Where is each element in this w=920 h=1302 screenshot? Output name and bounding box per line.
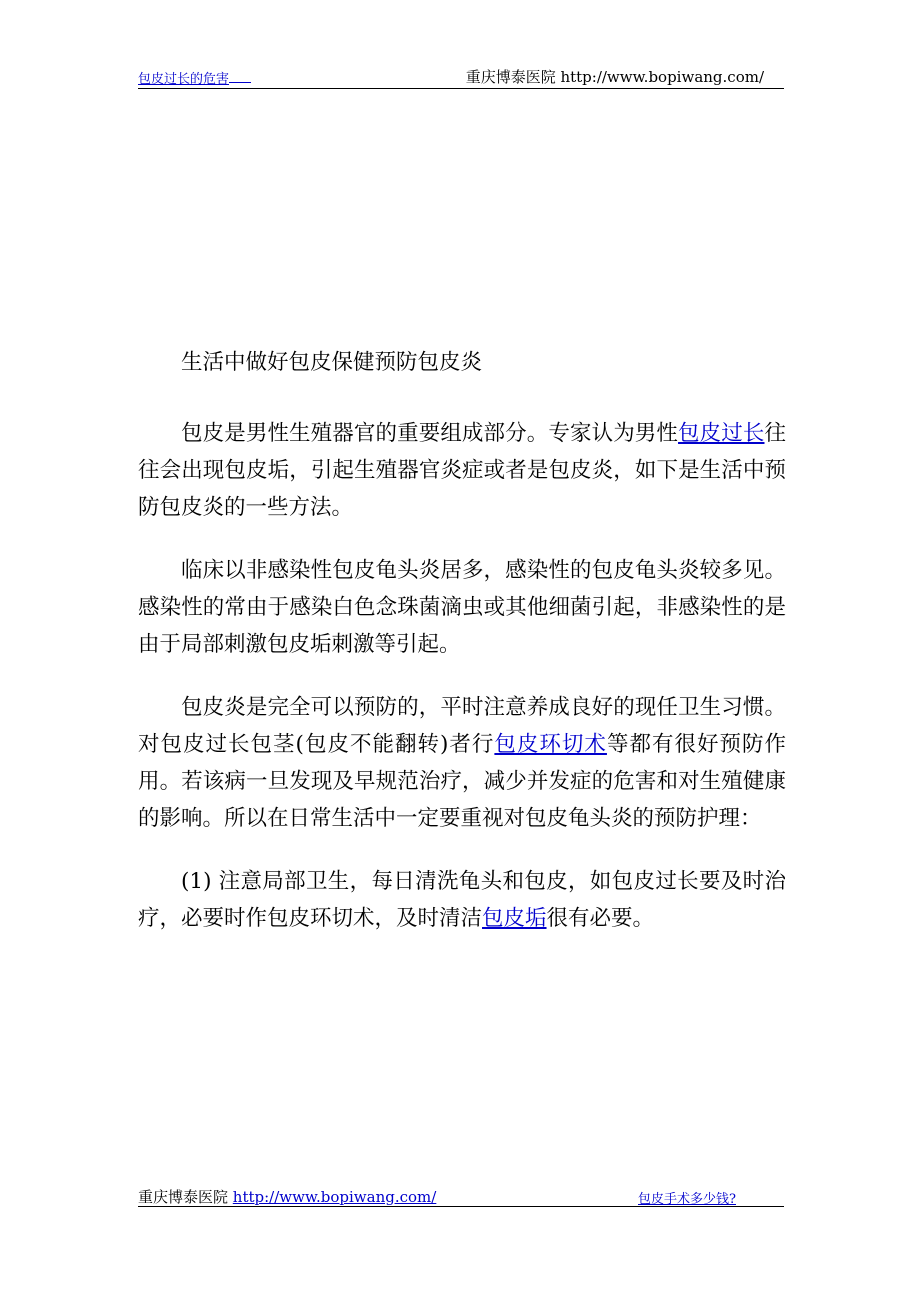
paragraph-2: 临床以非感染性包皮龟头炎居多，感染性的包皮龟头炎较多见。感染性的常由于感染白色念珠菌滴虫或其他细菌引起，非感染性的是由于局部刺激包皮垢刺激等引起。 [138,558,786,657]
link-circumcision[interactable]: 包皮环切术 [494,732,607,757]
header-hospital-info: 重庆博泰医院 http://www.bopiwang.com/ [465,68,764,86]
paragraph-1 [138,415,786,526]
footer-link-surgery-cost[interactable]: 包皮手术多少钱? [638,1192,736,1207]
paragraph-1-text-before: 包皮是男性生殖器官的重要组成部分。专家认为男性 [181,421,679,446]
link-smegma[interactable]: 包皮垢 [482,906,547,931]
link-foreskin-too-long[interactable]: 包皮过长 [678,421,765,446]
footer-hospital-info [138,1186,436,1207]
article-body [138,344,786,963]
paragraph-4-text-before: (1) 注意局部卫生，每日清洗龟头和包皮，如包皮过长要及时治疗，必要时作包皮环切术，及时清洁 [138,869,786,931]
footer-hospital-name: 重庆博泰医院 [138,1188,233,1206]
paragraph-1-text-after: 往往会出现包皮垢，引起生殖器官炎症或者是包皮炎，如下是生活中预防包皮炎的一些方法。 [138,421,786,520]
header-link-text: 包皮过长的危害 [138,72,230,87]
page-footer [138,1186,784,1207]
header-link-underline-pad [229,82,251,83]
paragraph-4 [138,863,786,937]
header-link-foreskin-harm[interactable] [138,68,251,87]
page-header [138,66,784,89]
paragraph-4-text-after: 很有必要。 [546,906,655,931]
paragraph-3-text-after: 等都有很好预防作用。若该病一旦发现及早规范治疗，减少并发症的危害和对生殖健康的影响。所以在日常生活中一定要重视对包皮龟头炎的预防护理： [138,732,786,831]
article-title: 生活中做好包皮保健预防包皮炎 [181,350,483,375]
paragraph-3-text-before: 包皮炎是完全可以预防的，平时注意养成良好的现任卫生习惯。对包皮过长包茎(包皮不能翻转)者行 [138,695,786,757]
paragraph-3 [138,689,786,837]
footer-website-link[interactable]: http://www.bopiwang.com/ [232,1188,437,1206]
